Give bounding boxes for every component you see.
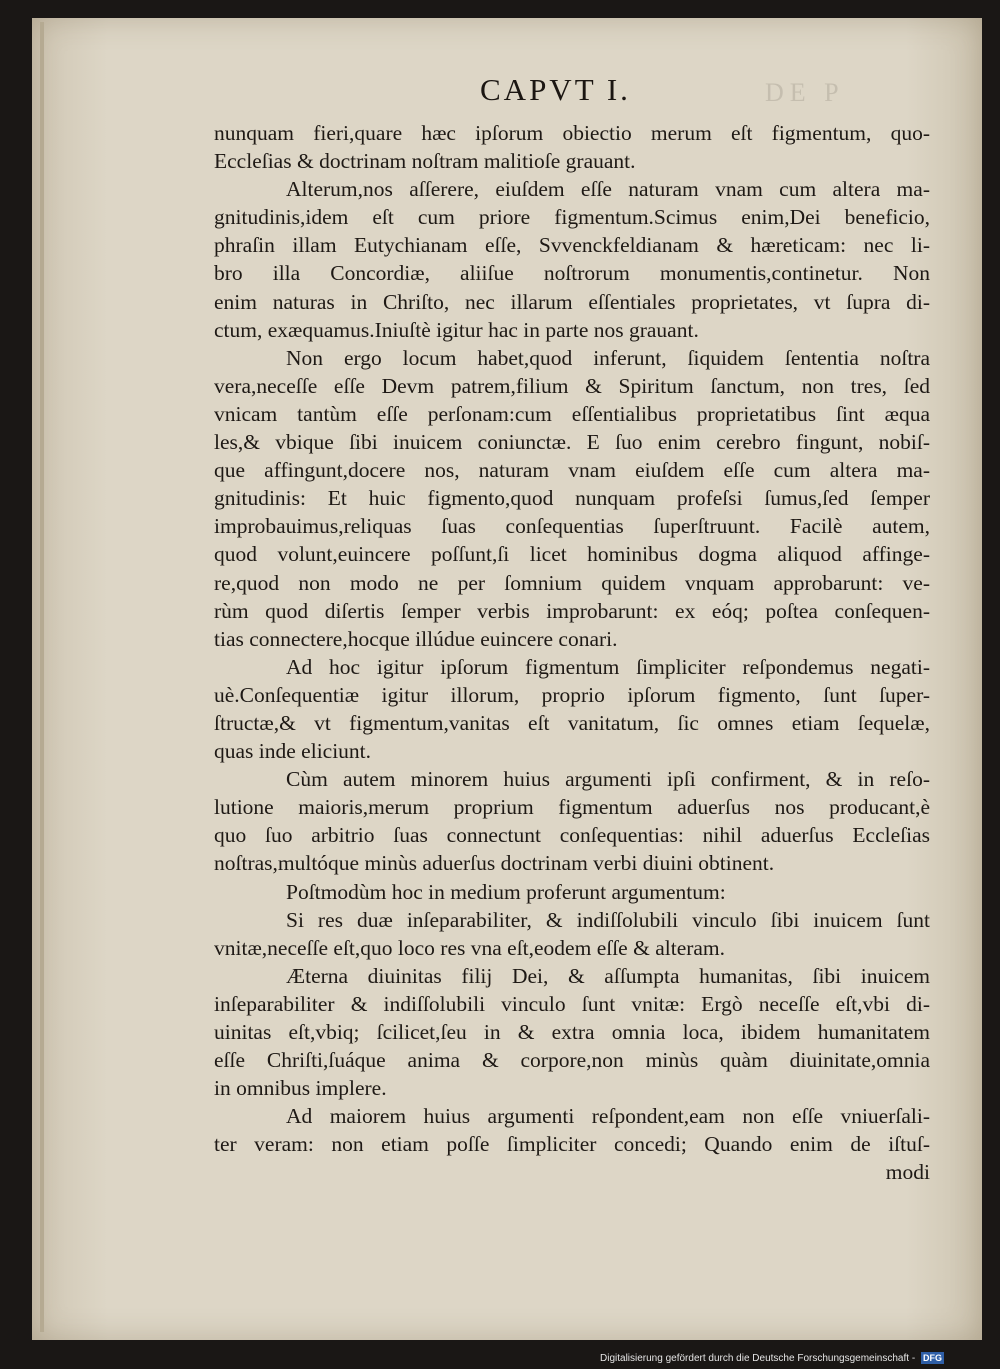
text-line: uinitas eſt,vbiq; ſcilicet,ſeu in & extra omnia loca, ibidem humanitatem: [214, 1020, 930, 1044]
text-line: ctum, exæquamus.Iniuſtè igitur hac in parte nos grauant.: [214, 317, 699, 342]
text-line: Alterum,nos aſſerere, eiuſdem eſſe naturam vnam cum altera ma-: [286, 177, 930, 202]
text-line: gnitudinis: Et huic figmento,quod nunquam profeſsi ſumus,ſed ſemper: [214, 486, 930, 511]
bleed-through-heading: DE P: [765, 78, 845, 107]
page-header: [0, 72, 1000, 116]
running-head: CAPVT I.: [480, 72, 631, 107]
text-line: bro illa Concordiæ, aliiſue noſtrorum monumentis,continetur. Non: [214, 261, 930, 286]
text-line: Non ergo locum habet,quod inferunt, ſiquidem ſententia noſtra: [286, 345, 930, 370]
text-line: ſtructæ,& vt figmentum,vanitas eſt vanitatum, ſic omnes etiam ſequelæ,: [214, 710, 930, 735]
text-line: Æterna diuinitas filij Dei, & aſſumpta humanitas, ſibi inuicem: [286, 963, 930, 988]
text-line: noſtras,multóque minùs aduerſus doctrinam verbi diuini obtinent.: [214, 851, 775, 876]
text-line: rùm quod diſertis ſemper verbis improbarunt: ex eóq; poſtea conſequen-: [214, 598, 930, 623]
text-line: nunquam fieri,quare hæc ipſorum obiectio merum eſt figmentum, quo-: [214, 121, 930, 145]
body-text: [214, 119, 930, 1187]
text-line: quod volunt,euincere poſſunt,ſi licet hominibus dogma aliquod affinge-: [214, 542, 930, 567]
text-line: quas inde eliciunt.: [214, 739, 372, 764]
digitization-credit: [600, 1352, 996, 1366]
text-line: vnicam tantùm eſſe perſonam:cum eſſentialibus proprietatibus ſint æqua: [214, 401, 930, 426]
text-line: Ad maiorem huius argumenti reſpondent,eam non eſſe vniuerſali-: [286, 1104, 930, 1129]
dfg-logo: DFG: [922, 1353, 942, 1364]
page-fold-edge: [40, 22, 44, 1332]
text-line: in omnibus implere.: [214, 1076, 387, 1101]
text-line: lutione maioris,merum proprium figmentum aduerſus nos producant,è: [214, 795, 930, 820]
text-line: eſſe Chriſti,ſuáque anima & corpore,non minùs quàm diuinitate,omnia: [214, 1048, 930, 1073]
text-line: que affingunt,docere nos, naturam vnam eiuſdem eſſe cum altera ma-: [214, 458, 930, 483]
text-line: vera,neceſſe eſſe Devm patrem,filium & Spiritum ſanctum, non tres, ſed: [214, 373, 930, 398]
text-line: Si res duæ inſeparabiliter, & indiſſolubili vinculo ſibi inuicem ſunt: [286, 907, 930, 932]
text-line: Poſtmodùm hoc in medium proferunt argumentum:: [286, 879, 726, 904]
text-line: ter veram: non etiam poſſe ſimpliciter concedi; Quando enim de iſtuſ-: [214, 1132, 930, 1157]
text-line: Ad hoc igitur ipſorum figmentum ſimpliciter reſpondemus negati-: [286, 654, 930, 679]
text-line: re,quod non modo ne per ſomnium quidem vnquam approbarunt: ve-: [214, 570, 930, 595]
text-line: enim naturas in Chriſto, nec illarum eſſentiales proprietates, vt ſupra di-: [214, 289, 930, 314]
credit-text: Digitalisierung gefördert durch die Deutsche Forschungsgemeinschaft -: [600, 1353, 916, 1364]
text-line: quo ſuo arbitrio ſuas connectunt conſequentias: nihil aduerſus Eccleſias: [214, 823, 930, 848]
text-line: improbauimus,reliquas ſuas conſequentias ſuperſtruunt. Facilè autem,: [214, 514, 930, 539]
text-line: Cùm autem minorem huius argumenti ipſi confirment, & in reſo-: [286, 767, 930, 792]
text-line: uè.Conſequentiæ igitur illorum, proprio ipſorum figmento, ſunt ſuper-: [214, 682, 930, 707]
text-line: modi: [885, 1160, 930, 1185]
text-line: phraſin illam Eutychianam eſſe, Svvenckfeldianam & hæreticam: nec li-: [214, 233, 930, 258]
text-line: tias connectere,hocque illúdue euincere conari.: [214, 626, 618, 651]
text-line: les,& vbique ſibi inuicem coniunctæ. E ſuo enim cerebro fingunt, nobiſ-: [214, 430, 930, 455]
text-line: Eccleſias & doctrinam noſtram malitioſe grauant.: [214, 149, 636, 174]
text-line: vnitæ,neceſſe eſt,quo loco res vna eſt,eodem eſſe & alteram.: [214, 935, 726, 960]
text-line: inſeparabiliter & indiſſolubili vinculo ſunt vnitæ: Ergò neceſſe eſt,vbi di-: [214, 991, 930, 1016]
text-line: gnitudinis,idem eſt cum priore figmentum.Scimus enim,Dei beneficio,: [214, 205, 930, 230]
